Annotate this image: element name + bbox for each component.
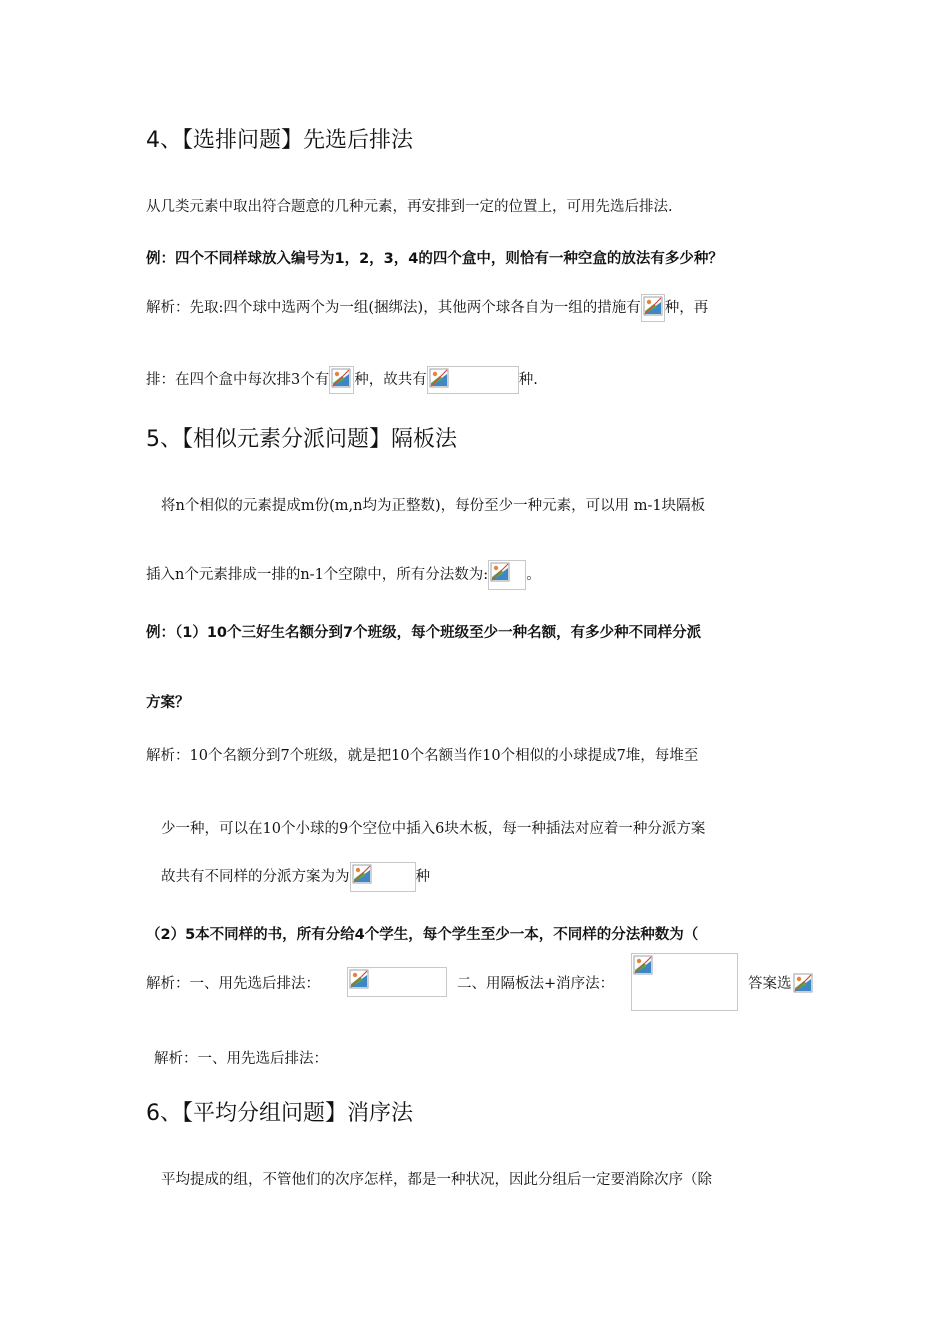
section-5-solution-2-repeat: 解析：一、用先选后排法： <box>154 1051 328 1067</box>
formula-image <box>792 972 814 996</box>
broken-image-icon <box>643 296 663 316</box>
section-4-solution-line-2 <box>146 366 538 394</box>
section-5-example-1-line-2: 方案？ <box>146 695 190 711</box>
solution-text-end: 种. <box>518 372 538 388</box>
intro-text: 插入n个元素排成一排的n-1个空隙中，所有分法数为: <box>146 567 489 583</box>
section-5-solution-1-line-2: 少一种，可以在10个小球的9个空位中插入6块木板，每一种插法对应着一种分派方案 <box>161 821 706 837</box>
section-4-intro: 从几类元素中取出符合题意的几种元素，再安排到一定的位置上，可用先选后排法. <box>146 199 673 215</box>
broken-image-icon <box>633 955 653 975</box>
broken-image-icon <box>349 969 369 989</box>
section-5-solution-2-label-2: 二、用隔板法+消序法： <box>457 976 615 992</box>
section-5-solution-2-label-1: 解析：一、用先选后排法： <box>146 976 320 992</box>
solution-text: 种，故共有 <box>354 372 427 388</box>
section-4-solution-line-1 <box>146 294 806 322</box>
formula-image <box>329 366 354 394</box>
broken-image-icon <box>352 864 372 884</box>
section-5-example-2: （2）5本不同样的书，所有分给4个学生，每个学生至少一本，不同样的分法种数为（ <box>146 927 699 943</box>
formula-image <box>488 560 526 590</box>
formula-image <box>641 294 665 322</box>
formula-image <box>350 862 416 892</box>
broken-image-icon <box>331 368 351 388</box>
broken-image-icon <box>490 562 510 582</box>
solution-text: 解析：先取:四个球中选两个为一组(捆绑法)，其他两个球各自为一组的措施有 <box>146 300 641 316</box>
section-6-heading: 6、【平均分组问题】消序法 <box>146 1101 413 1126</box>
solution-text: 排：在四个盒中每次排3个有 <box>146 372 330 388</box>
section-5-intro-line-1: 将n个相似的元素提成m份(m,n均为正整数)，每份至少一种元素，可以用 m-1块隔板 <box>161 498 706 514</box>
section-4-heading: 4、【选排问题】先选后排法 <box>146 128 413 153</box>
solution-text-end: 种，再 <box>664 300 709 316</box>
section-5-solution-2-answer <box>748 972 814 996</box>
formula-image-method-1 <box>347 967 447 997</box>
formula-image-method-2 <box>631 953 738 1011</box>
section-6-intro: 平均提成的组，不管他们的次序怎样，都是一种状况，因此分组后一定要消除次序（除 <box>161 1172 712 1188</box>
section-5-example-1-line-1: 例：（1）10个三好生名额分到7个班级，每个班级至少一种名额，有多少种不同样分派 <box>146 625 702 641</box>
formula-image <box>427 366 519 394</box>
broken-image-icon <box>429 368 449 388</box>
solution-text-end: 种 <box>415 869 430 885</box>
section-5-solution-1-line-1: 解析：10个名额分到7个班级，就是把10个名额当作10个相似的小球提成7堆，每堆至 <box>146 748 699 764</box>
section-5-intro-line-2 <box>146 560 541 590</box>
solution-text: 故共有不同样的分派方案为为 <box>161 869 350 885</box>
section-5-heading: 5、【相似元素分派问题】隔板法 <box>146 427 457 452</box>
section-5-solution-1-line-3 <box>161 862 430 892</box>
broken-image-icon <box>793 973 813 993</box>
section-4-example: 例：四个不同样球放入编号为1，2，3，4的四个盒中，则恰有一种空盒的放法有多少种？ <box>146 251 723 267</box>
intro-text-end: 。 <box>526 567 541 583</box>
answer-label: 答案选 <box>748 976 792 992</box>
